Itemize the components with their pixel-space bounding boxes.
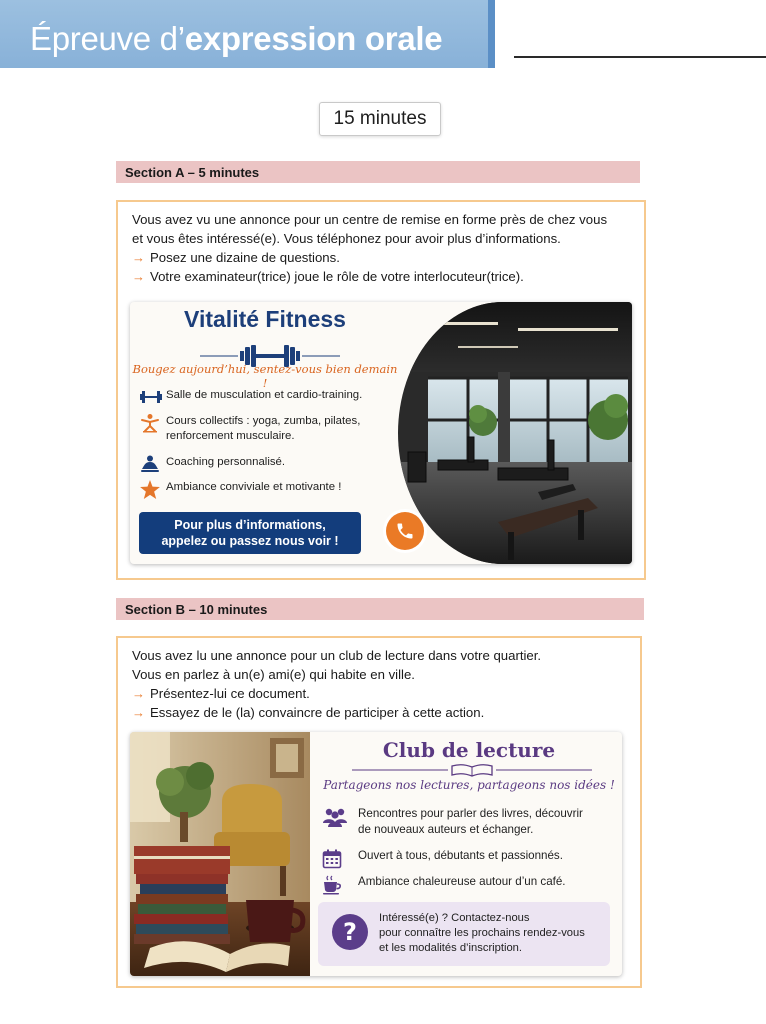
section-a-intro <box>132 210 607 286</box>
section-b-intro <box>132 646 541 722</box>
cta-line: appelez ou passez nous voir ! <box>161 534 339 548</box>
star-icon <box>140 480 166 498</box>
instruction-text: Présentez-lui ce document. <box>150 686 310 701</box>
feature-item <box>322 874 608 896</box>
cta-line: et les modalités d’inscription. <box>379 942 523 954</box>
dumbbell-icon <box>140 388 166 406</box>
book-club-ad-slogan: Partageons nos lectures, partageons nos idées ! <box>323 778 615 792</box>
intro-line: Vous avez lu une annonce pour un club de lecture dans votre quartier. <box>132 648 542 663</box>
open-book-divider-icon <box>352 760 592 780</box>
coffee-cup-icon <box>322 874 358 896</box>
feature-text: Ambiance conviviale et motivante ! <box>166 481 342 493</box>
intro-line: Vous avez vu une annonce pour un centre de remise en forme près de chez vous <box>132 212 608 227</box>
arrow-right-icon: → <box>132 250 145 265</box>
header-rule <box>514 56 766 58</box>
gym-interior-photo <box>398 302 632 564</box>
feature-text: Cours collectifs : yoga, zumba, pilates, renforcement musculaire. <box>166 415 361 442</box>
feature-text: Ambiance chaleureuse autour d’un café. <box>358 875 566 888</box>
feature-item <box>140 455 386 473</box>
duration-badge: 15 minutes <box>319 102 441 136</box>
feature-item <box>322 848 608 870</box>
instruction-line <box>132 267 607 286</box>
question-mark-icon: ? <box>332 914 368 950</box>
book-club-ad-title: Club de lecture <box>382 738 556 762</box>
feature-text: Salle de musculation et cardio-training. <box>166 389 363 401</box>
page-title <box>30 22 442 55</box>
people-group-icon <box>322 806 358 828</box>
feature-item <box>140 414 386 444</box>
feature-text: Coaching personnalisé. <box>166 456 286 468</box>
cta-line: Intéressé(e) ? Contactez-nous <box>379 912 530 924</box>
cta-line: Pour plus d’informations, <box>174 518 326 532</box>
cta-text <box>379 911 585 956</box>
fitness-ad-slogan: Bougez aujourd’hui, sentez-vous bien demain ! <box>132 362 398 390</box>
phone-icon <box>386 512 424 550</box>
coach-person-icon <box>140 455 166 473</box>
feature-text: Rencontres pour parler des livres, découvrir de nouveaux auteurs et échanger. <box>358 807 583 836</box>
book-club-ad-card <box>130 732 622 976</box>
section-a-box <box>116 200 646 580</box>
instruction-text: Votre examinateur(trice) joue le rôle de votre interlocuteur(trice). <box>150 269 524 284</box>
section-b-box <box>116 636 642 988</box>
calendar-icon <box>322 848 358 870</box>
yoga-person-icon <box>140 414 166 432</box>
page-title-light: Épreuve d’ <box>30 20 185 57</box>
instruction-text: Essayez de le (la) convaincre de participer à cette action. <box>150 705 485 720</box>
cta-line: pour connaître les prochains rendez-vous <box>379 927 585 939</box>
arrow-right-icon: → <box>132 269 145 284</box>
section-b-label: Section B – 10 minutes <box>116 598 644 620</box>
section-a-label: Section A – 5 minutes <box>116 161 640 183</box>
intro-line: et vous êtes intéressé(e). Vous téléphonez pour avoir plus d’informations. <box>132 231 561 246</box>
fitness-ad-title: Vitalité Fitness <box>184 306 346 332</box>
feature-text: Ouvert à tous, débutants et passionnés. <box>358 849 563 862</box>
feature-item <box>322 806 608 838</box>
intro-line: Vous en parlez à un(e) ami(e) qui habite en ville. <box>132 667 415 682</box>
page-title-bold: expression orale <box>184 20 443 57</box>
instruction-line <box>132 684 541 703</box>
fitness-ad-card <box>130 302 632 564</box>
feature-item <box>140 480 386 498</box>
instruction-text: Posez une dizaine de questions. <box>150 250 340 265</box>
arrow-right-icon: → <box>132 686 145 701</box>
books-and-armchair-photo <box>130 732 310 976</box>
book-club-cta-box <box>318 902 610 966</box>
feature-item <box>140 388 386 406</box>
instruction-line <box>132 248 607 267</box>
fitness-cta-banner <box>139 512 361 554</box>
arrow-right-icon: → <box>132 705 145 720</box>
instruction-line <box>132 703 541 722</box>
